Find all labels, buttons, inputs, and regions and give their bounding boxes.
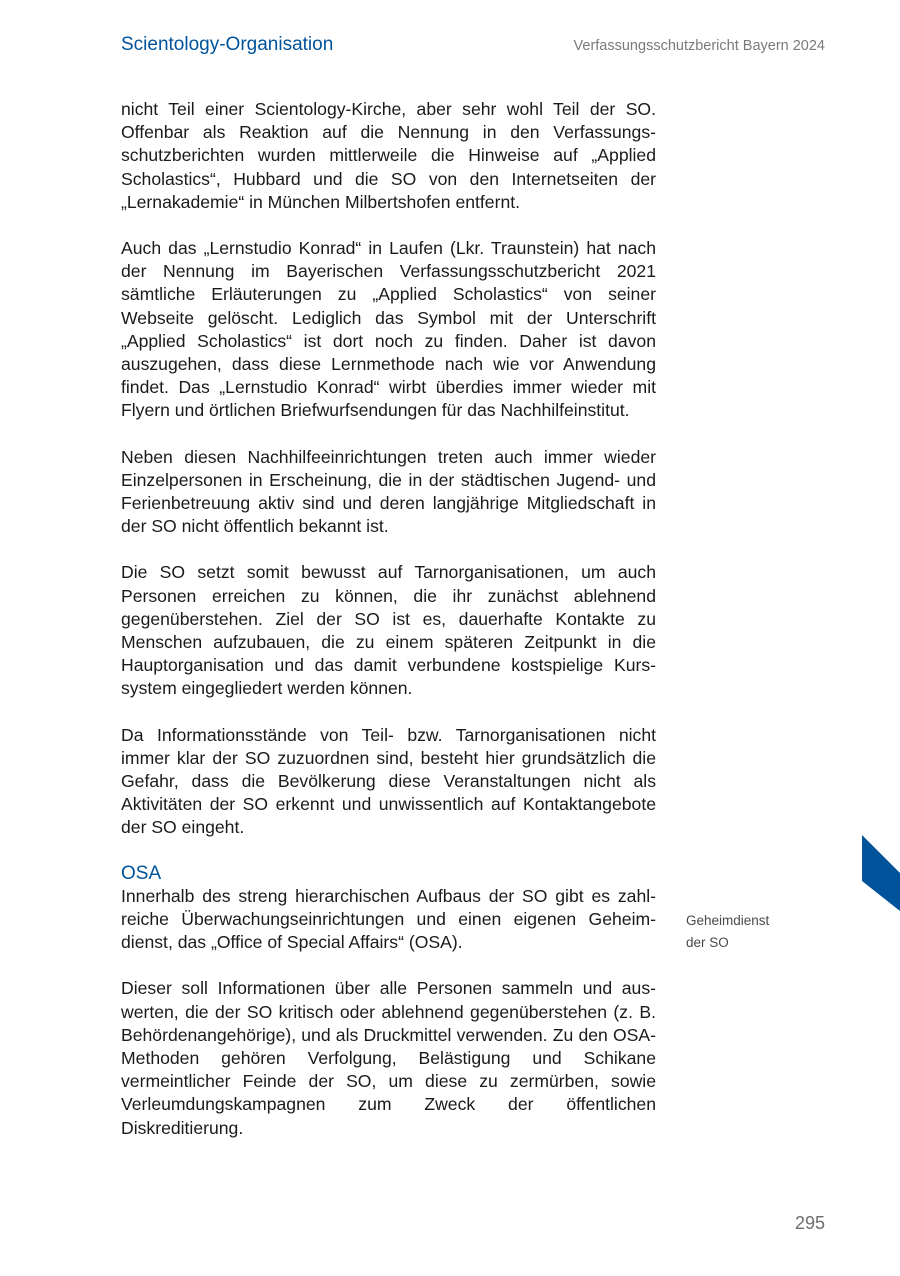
body-paragraph: Die SO setzt somit bewusst auf Tarnorganisationen, um auch Personen erreichen zu können, die ihr zunächst ablehnend gegenüberstehen. Ziel der SO ist es, dauerhafte Kontakte zu Menschen aufzubauen, die zu einem späteren Zeitpunkt in die Hauptorganisation und das damit verbundene kostspielige Kurssystem eingegliedert werden können.: [121, 562, 656, 699]
body-paragraph: Dieser soll Informationen über alle Personen sammeln und auswerten, die der SO kritisch oder ablehnend gegenüberstehen (z. B. Behördenangehörige), und als Druckmittel verwenden. Zu den OSA-Methoden gehören Verfolgung, Belästigung und Schikane vermeintlicher Feinde der SO, um diese zu zermürben, sowie Verleumdungskampagnen zum Zweck der öffentlichen Diskreditierung.: [121, 978, 656, 1138]
marginal-note-line: der SO: [686, 935, 729, 950]
body-paragraph: Innerhalb des streng hierarchischen Aufbaus der SO gibt es zahlreiche Überwachungseinrichtungen und einen eigenen Geheimdienst, das „Office of Special Affairs“ (OSA).: [121, 885, 656, 953]
running-header-chapter-title: Scientology-Organisation: [121, 34, 334, 55]
body-paragraph: Auch das „Lernstudio Konrad“ in Laufen (Lkr. Traunstein) hat nach der Nennung im Bayerischen Verfassungsschutzbericht 2021 sämtliche Erläuterungen zu „Applied Scholastics“ von seiner Webseite gelöscht. Lediglich das Symbol mit der Unterschrift „Applied Scholastics“ ist dort noch zu finden. Daher ist davon auszugehen, dass diese Lernmethode nach wie vor Anwendung findet. Das „Lernstudio Konrad“ wirbt überdies immer wieder mit Flyern und örtlichen Briefwurfsendungen für das Nachhilfeinstitut.: [121, 238, 656, 421]
marginal-note-line: Geheimdienst: [686, 913, 770, 928]
body-paragraph: nicht Teil einer Scientology-Kirche, aber sehr wohl Teil der SO. Offenbar als Reaktion auf die Nennung in den Verfassungsschutzberichten wurden mittlerweile die Hinweise auf „Applied Scholastics“, Hubbard und die SO von den Internetseiten der „Lernakademie“ in München Milbertshofen entfernt.: [121, 99, 656, 212]
body-paragraph: Neben diesen Nachhilfeeinrichtungen treten auch immer wieder Einzelpersonen in Erscheinung, die in der städtischen Jugend- und Ferienbetreuung aktiv sind und deren langjährige Mitgliedschaft in der SO nicht öffentlich bekannt ist.: [121, 446, 656, 537]
section-heading-osa: OSA: [121, 862, 162, 884]
running-header-publication: Verfassungsschutzbericht Bayern 2024: [573, 38, 825, 54]
marginal-note: [686, 910, 769, 954]
chapter-thumb-tab: [862, 835, 900, 911]
main-text-column: [121, 98, 656, 1163]
page-number: 295: [794, 1213, 825, 1233]
body-paragraph: Da Informationsstände von Teil- bzw. Tarnorganisationen nicht immer klar der SO zuzuordnen sind, besteht hier grundsätzlich die Gefahr, dass die Bevölkerung diese Veranstaltungen nicht als Aktivitäten der SO erkennt und unwissentlich auf Kontaktangebote der SO eingeht.: [121, 724, 656, 838]
